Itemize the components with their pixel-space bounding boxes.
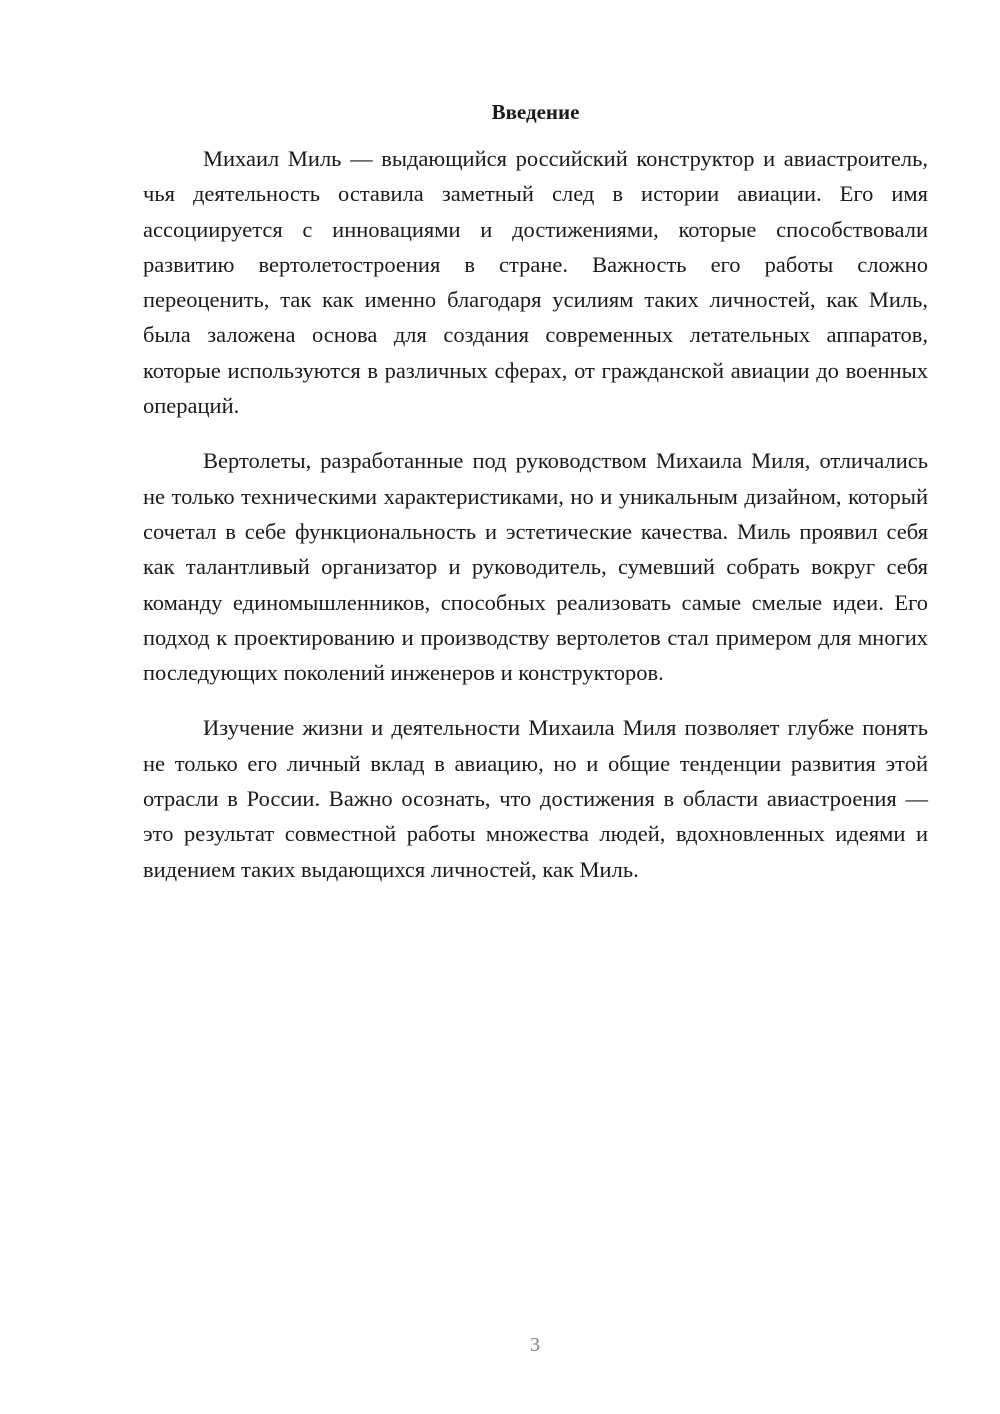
page-number: 3 xyxy=(530,1334,540,1356)
paragraph-1: Михаил Миль — выдающийся российский конструктор и авиастроитель, чья деятельность оставила заметный след в истории авиации. Его имя ассоциируется с инновациями и достижениями, которые способствовали развитию вертолетостроения в стране. Важность его работы сложно переоценить, так как именно благодаря усилиям таких личностей, как Миль, была заложена основа для создания современных летательных аппаратов, которые используются в различных сферах, от гражданской авиации до военных операций. xyxy=(143,146,928,419)
paragraph-3: Изучение жизни и деятельности Михаила Миля позволяет глубже понять не только его личный вклад в авиацию, но и общие тенденции развития этой отрасли в России. Важно осознать, что достижения в области авиастроения — это результат совместной работы множества людей, вдохновленных идеями и видением таких выдающихся личностей, как Миль. xyxy=(143,715,928,882)
section-heading: Введение xyxy=(491,100,580,124)
body-text xyxy=(143,141,928,907)
paragraph-2: Вертолеты, разработанные под руководством Михаила Миля, отличались не только техническими характеристиками, но и уникальным дизайном, который сочетал в себе функциональность и эстетические качества. Миль проявил себя как талантливый организатор и руководитель, сумевший собрать вокруг себя команду единомышленников, способных реализовать самые смелые идеи. Его подход к проектированию и производству вертолетов стал примером для многих последующих поколений инженеров и конструкторов. xyxy=(143,448,928,686)
